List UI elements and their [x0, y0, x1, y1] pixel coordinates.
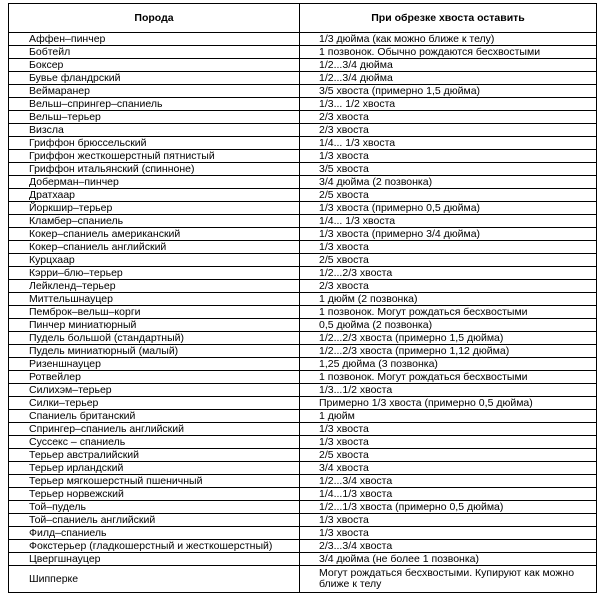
- breed-tail-table: [8, 3, 597, 593]
- tail-cell: 2/3 хвоста: [300, 280, 597, 293]
- table-row: [9, 98, 597, 111]
- tail-cell: 1/4... 1/3 хвоста: [300, 215, 597, 228]
- tail-cell: 1/2...2/3 хвоста: [300, 267, 597, 280]
- tail-cell: 1,25 дюйма (3 позвонка): [300, 358, 597, 371]
- breed-cell: Шипперке: [9, 566, 300, 593]
- table-row: [9, 241, 597, 254]
- breed-cell: Той–пудель: [9, 501, 300, 514]
- table-row: [9, 306, 597, 319]
- table-row: [9, 85, 597, 98]
- breed-cell: Ризеншнауцер: [9, 358, 300, 371]
- table-row: [9, 228, 597, 241]
- tail-cell: Могут рождаться бесхвостыми. Купируют как можно ближе к телу: [300, 566, 597, 593]
- breed-cell: Терьер ирландский: [9, 462, 300, 475]
- table-row: [9, 137, 597, 150]
- tail-cell: 2/3 хвоста: [300, 111, 597, 124]
- table-row: [9, 59, 597, 72]
- tail-cell: 1/2...3/4 дюйма: [300, 72, 597, 85]
- tail-cell: 1/2...3/4 дюйма: [300, 59, 597, 72]
- table-row: [9, 124, 597, 137]
- table-row: [9, 345, 597, 358]
- tail-cell: 1/2...2/3 хвоста (примерно 1,5 дюйма): [300, 332, 597, 345]
- breed-cell: Йоркшир–терьер: [9, 202, 300, 215]
- table-row: [9, 462, 597, 475]
- tail-cell: 1/3 хвоста: [300, 423, 597, 436]
- tail-cell: 3/4 дюйма (не более 1 позвонка): [300, 553, 597, 566]
- breed-cell: Кэрри–блю–терьер: [9, 267, 300, 280]
- breed-cell: Филд–спаниель: [9, 527, 300, 540]
- breed-cell: Бувье фландрский: [9, 72, 300, 85]
- table-row: [9, 332, 597, 345]
- tail-cell: 1/3 хвоста: [300, 150, 597, 163]
- breed-cell: Фокстерьер (гладкошерстный и жесткошерстный): [9, 540, 300, 553]
- tail-cell: 1/4...1/3 хвоста: [300, 488, 597, 501]
- breed-cell: Вельш–спрингер–спаниель: [9, 98, 300, 111]
- breed-cell: Пинчер миниатюрный: [9, 319, 300, 332]
- breed-cell: Лейкленд–терьер: [9, 280, 300, 293]
- table-row: [9, 566, 597, 593]
- tail-cell: 0,5 дюйма (2 позвонка): [300, 319, 597, 332]
- table-row: [9, 384, 597, 397]
- table-row: [9, 33, 597, 46]
- breed-cell: Терьер мягкошерстный пшеничный: [9, 475, 300, 488]
- breed-cell: Доберман–пинчер: [9, 176, 300, 189]
- tail-cell: 1 дюйм: [300, 410, 597, 423]
- table-row: [9, 540, 597, 553]
- table-row: [9, 150, 597, 163]
- tail-cell: 2/5 хвоста: [300, 449, 597, 462]
- table-row: [9, 319, 597, 332]
- breed-cell: Спрингер–спаниель английский: [9, 423, 300, 436]
- breed-cell: Цвергшнауцер: [9, 553, 300, 566]
- table-row: [9, 202, 597, 215]
- table-body: [9, 33, 597, 593]
- breed-cell: Курцхаар: [9, 254, 300, 267]
- breed-cell: Кокер–спаниель американский: [9, 228, 300, 241]
- tail-cell: 2/5 хвоста: [300, 189, 597, 202]
- header-breed: Порода: [9, 4, 300, 33]
- tail-cell: 1/3 дюйма (как можно ближе к телу): [300, 33, 597, 46]
- tail-cell: 2/5 хвоста: [300, 254, 597, 267]
- tail-cell: 3/4 хвоста: [300, 462, 597, 475]
- table-row: [9, 397, 597, 410]
- table-row: [9, 527, 597, 540]
- breed-cell: Гриффон итальянский (спинноне): [9, 163, 300, 176]
- table-row: [9, 423, 597, 436]
- tail-cell: 2/3 хвоста: [300, 124, 597, 137]
- table-row: [9, 72, 597, 85]
- table-row: [9, 176, 597, 189]
- breed-cell: Пудель миниатюрный (малый): [9, 345, 300, 358]
- breed-cell: Пудель большой (стандартный): [9, 332, 300, 345]
- table-row: [9, 553, 597, 566]
- breed-cell: Гриффон жесткошерстный пятнистый: [9, 150, 300, 163]
- breed-cell: Гриффон брюссельский: [9, 137, 300, 150]
- table-row: [9, 410, 597, 423]
- breed-cell: Веймаранер: [9, 85, 300, 98]
- tail-cell: 1/3 хвоста (примерно 0,5 дюйма): [300, 202, 597, 215]
- tail-cell: 3/4 дюйма (2 позвонка): [300, 176, 597, 189]
- table-row: [9, 371, 597, 384]
- tail-cell: 1/3...1/2 хвоста: [300, 384, 597, 397]
- breed-cell: Силихэм–терьер: [9, 384, 300, 397]
- breed-cell: Спаниель британский: [9, 410, 300, 423]
- table-row: [9, 488, 597, 501]
- breed-cell: Терьер норвежский: [9, 488, 300, 501]
- tail-cell: 1/3 хвоста: [300, 527, 597, 540]
- breed-cell: Терьер австралийский: [9, 449, 300, 462]
- tail-cell: 3/5 хвоста (примерно 1,5 дюйма): [300, 85, 597, 98]
- tail-cell: 1/3 хвоста: [300, 436, 597, 449]
- table-row: [9, 514, 597, 527]
- table-row: [9, 215, 597, 228]
- breed-cell: Ротвейлер: [9, 371, 300, 384]
- tail-cell: 2/3...3/4 хвоста: [300, 540, 597, 553]
- table-row: [9, 163, 597, 176]
- tail-cell: 1 позвонок. Могут рождаться бесхвостыми: [300, 306, 597, 319]
- breed-cell: Дратхаар: [9, 189, 300, 202]
- breed-cell: Вельш–терьер: [9, 111, 300, 124]
- tail-cell: 1/3 хвоста (примерно 3/4 дюйма): [300, 228, 597, 241]
- table-row: [9, 111, 597, 124]
- breed-cell: Той–спаниель английский: [9, 514, 300, 527]
- breed-cell: Кламбер–спаниель: [9, 215, 300, 228]
- table-row: [9, 436, 597, 449]
- tail-cell: 1/2...3/4 хвоста: [300, 475, 597, 488]
- breed-tail-table-container: [8, 3, 596, 593]
- table-row: [9, 449, 597, 462]
- breed-cell: Кокер–спаниель английский: [9, 241, 300, 254]
- header-tail: При обрезке хвоста оставить: [300, 4, 597, 33]
- tail-cell: 1/2...2/3 хвоста (примерно 1,12 дюйма): [300, 345, 597, 358]
- tail-cell: 1/3 хвоста: [300, 514, 597, 527]
- tail-cell: Примерно 1/3 хвоста (примерно 0,5 дюйма): [300, 397, 597, 410]
- table-row: [9, 293, 597, 306]
- table-row: [9, 267, 597, 280]
- breed-cell: Пемброк–вельш–корги: [9, 306, 300, 319]
- table-row: [9, 501, 597, 514]
- tail-cell: 1 позвонок. Могут рождаться бесхвостыми: [300, 371, 597, 384]
- tail-cell: 1/2...1/3 хвоста (примерно 0,5 дюйма): [300, 501, 597, 514]
- tail-cell: 1/3... 1/2 хвоста: [300, 98, 597, 111]
- tail-cell: 3/5 хвоста: [300, 163, 597, 176]
- table-row: [9, 254, 597, 267]
- breed-cell: Суссекс – спаниель: [9, 436, 300, 449]
- breed-cell: Силки–терьер: [9, 397, 300, 410]
- table-row: [9, 280, 597, 293]
- breed-cell: Визсла: [9, 124, 300, 137]
- header-row: [9, 4, 597, 33]
- tail-cell: 1 позвонок. Обычно рождаются бесхвостыми: [300, 46, 597, 59]
- breed-cell: Миттельшнауцер: [9, 293, 300, 306]
- tail-cell: 1 дюйм (2 позвонка): [300, 293, 597, 306]
- table-row: [9, 46, 597, 59]
- breed-cell: Бобтейл: [9, 46, 300, 59]
- table-row: [9, 189, 597, 202]
- table-row: [9, 475, 597, 488]
- tail-cell: 1/4... 1/3 хвоста: [300, 137, 597, 150]
- breed-cell: Аффен–пинчер: [9, 33, 300, 46]
- tail-cell: 1/3 хвоста: [300, 241, 597, 254]
- table-row: [9, 358, 597, 371]
- breed-cell: Боксер: [9, 59, 300, 72]
